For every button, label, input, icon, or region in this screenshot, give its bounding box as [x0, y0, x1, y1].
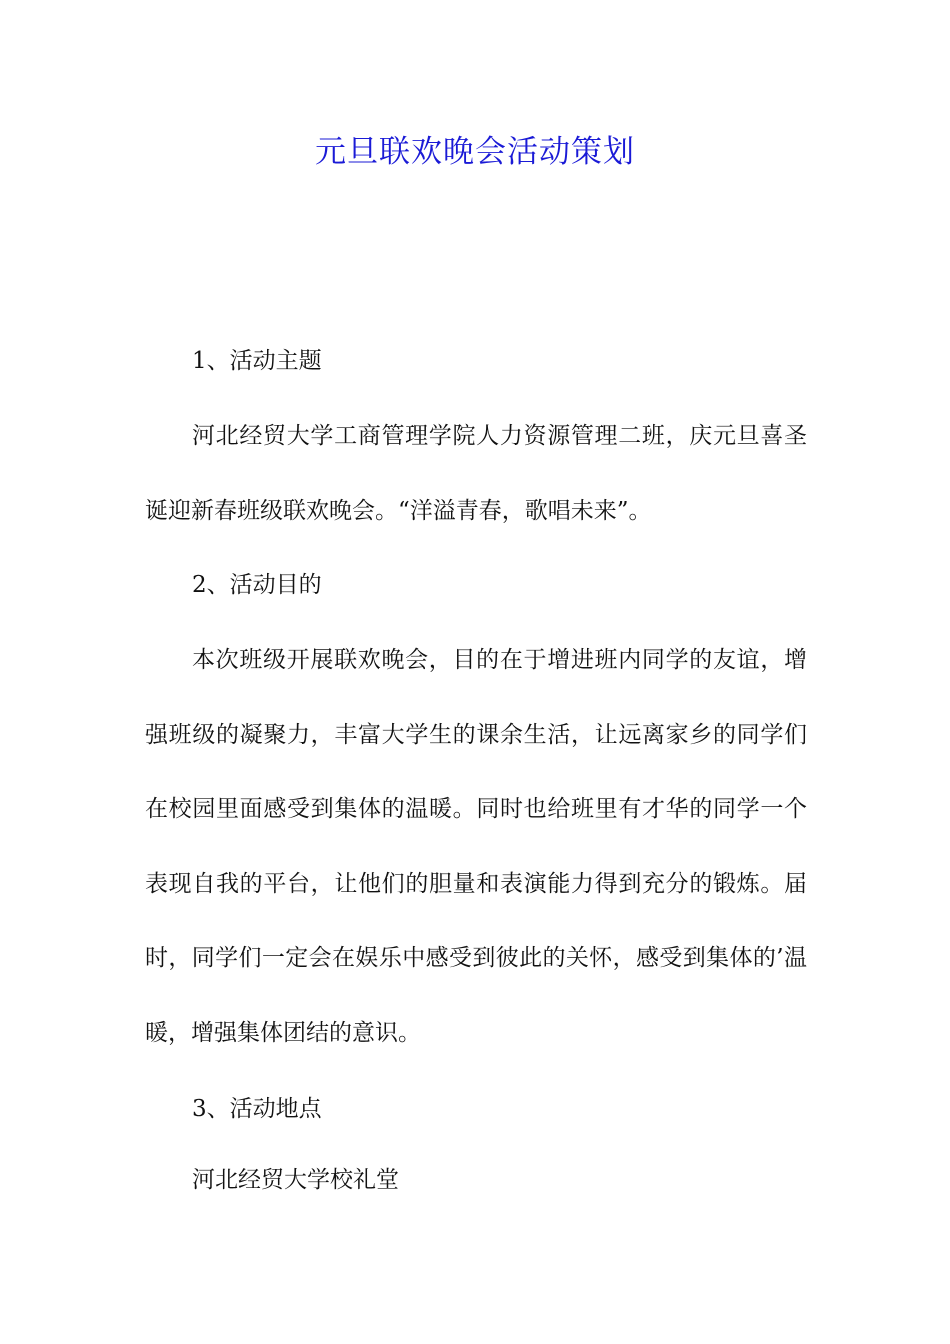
document-title: 元旦联欢晚会活动策划	[315, 134, 635, 170]
section-paragraph-venue: 河北经贸大学校礼堂	[192, 1167, 399, 1193]
section-heading-theme: 1、活动主题	[192, 348, 322, 374]
section-paragraph-theme	[145, 399, 807, 548]
section-paragraph-purpose	[145, 623, 807, 1070]
section-heading-venue: 3、活动地点	[192, 1096, 322, 1122]
paragraph-text: 河北经贸大学工商管理学院人力资源管理二班，庆元旦喜圣诞迎新春班级联欢晚会。“洋溢青春，歌唱未来”。	[145, 423, 807, 524]
paragraph-text: 本次班级开展联欢晚会，目的在于增进班内同学的友谊，增强班级的凝聚力，丰富大学生的课余生活，让远离家乡的同学们在校园里面感受到集体的温暖。同时也给班里有才华的同学一个表现自我的平台，让他们的胆量和表演能力得到充分的锻炼。届时，同学们一定会在娱乐中感受到彼此的关怀，感受到集体的’温暖，增强集体团结的意识。	[145, 647, 807, 1046]
section-heading-purpose: 2、活动目的	[192, 572, 322, 598]
